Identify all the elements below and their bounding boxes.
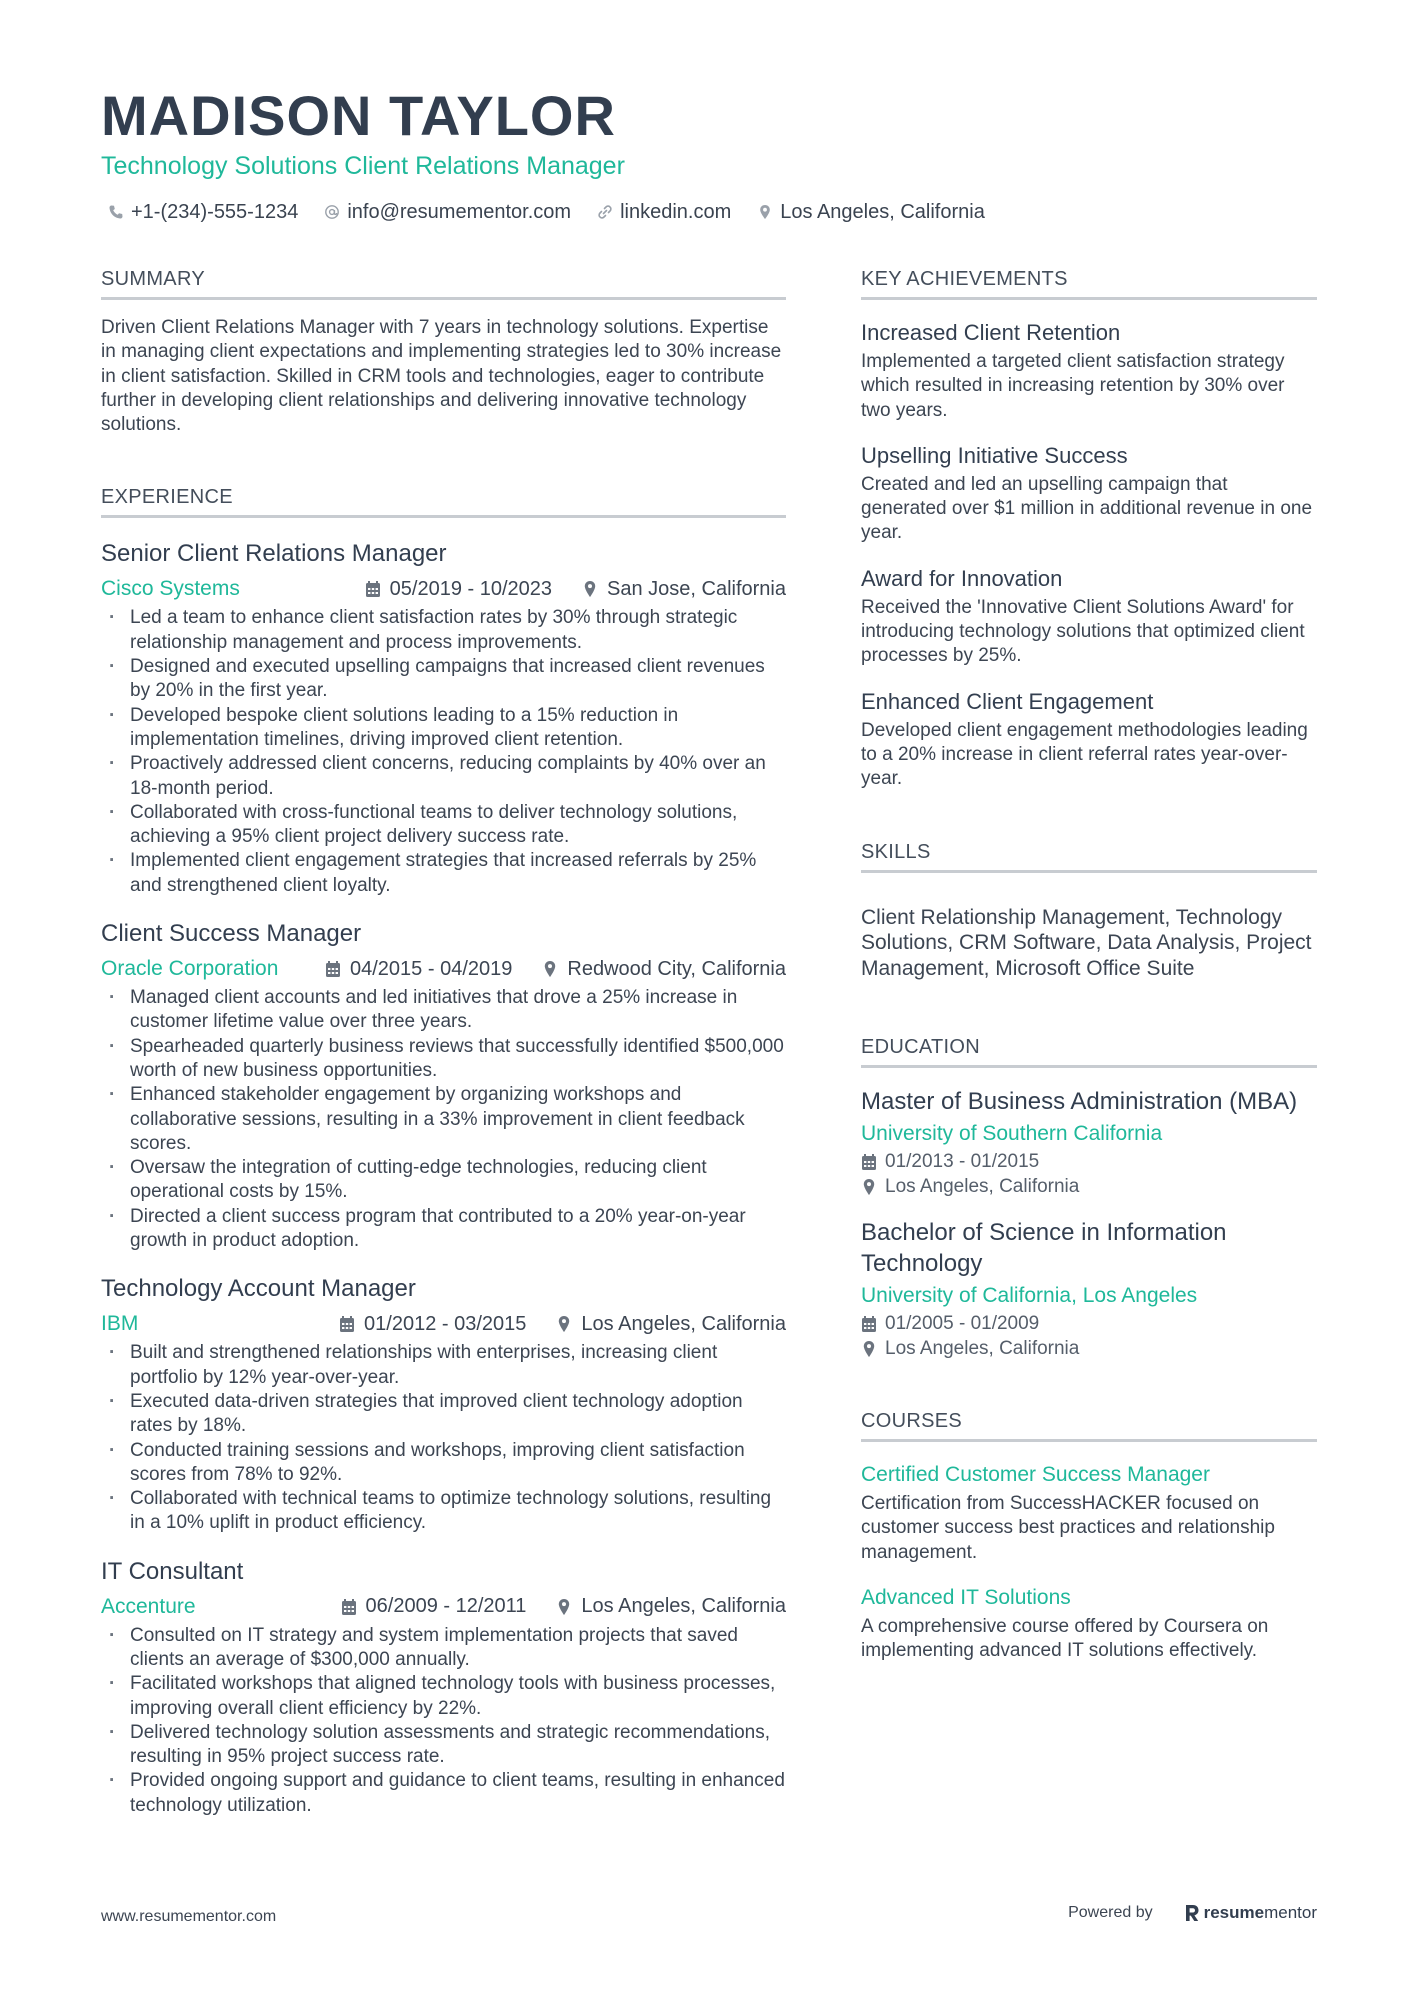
job-bullet: · Provided ongoing support and guidance to client teams, resulting in enhanced technology utilization. [101,1769,786,1818]
location-icon [582,580,598,598]
achievement-title: Increased Client Retention [861,320,1121,345]
education-location [861,1174,1317,1199]
job-bullet: · Implemented client engagement strategies that increased referrals by 25% and strengthened client loyalty. [101,849,786,898]
location-icon [556,1598,572,1616]
job-bullet: · Designed and executed upselling campaigns that increased client revenues by 20% in the first year. [101,655,786,704]
company-name: IBM [101,1312,139,1336]
achievement-desc: Created and led an upselling campaign that generated over $1 million in additional revenue in one year. [861,473,1313,544]
job-dates [365,578,552,601]
course-desc: Certification from SuccessHACKER focused on customer success best practices and relationship management. [861,1493,1275,1563]
candidate-role: Technology Solutions Client Relations Manager [101,152,625,180]
courses-heading: COURSES [861,1407,1317,1442]
achievement-desc: Received the 'Innovative Client Solutions Award' for introducing technology solutions that optimized client processes by 25%. [861,596,1305,667]
contact-location [757,198,985,226]
job-dates-text: 06/2009 - 12/2011 [365,1595,527,1618]
location-icon [542,960,558,978]
calendar-icon [341,1598,357,1616]
job-bullet: · Facilitated workshops that aligned technology tools with business processes, improving overall client efficiency by 22%. [101,1672,786,1721]
education-school: University of California, Los Angeles [861,1284,1198,1308]
job-meta [101,954,786,984]
job-bullets [101,1624,786,1818]
left-column [101,265,786,1818]
powered-by-label: Powered by [1068,1904,1153,1921]
job-entry [101,1273,786,1535]
job-entry [101,918,786,1253]
education-dates-text: 01/2013 - 01/2015 [885,1151,1040,1173]
job-title: Client Success Manager [101,920,362,948]
location-icon [861,1178,877,1196]
job-location [556,1595,786,1618]
job-bullets [101,1341,786,1535]
job-meta [101,1592,786,1622]
education-degree: Bachelor of Science in Information Technology [861,1219,1227,1278]
job-dates [341,1595,527,1618]
achievement-title: Upselling Initiative Success [861,442,1128,468]
location-icon [757,204,773,220]
location-icon [861,1340,877,1358]
contact-location-text: Los Angeles, California [780,201,985,223]
job-meta [101,1309,786,1339]
education-item [861,1086,1317,1199]
achievement-title: Award for Innovation [861,565,1063,591]
achievement-item [861,687,1317,792]
calendar-icon [861,1315,877,1333]
contact-linkedin[interactable] [597,198,731,226]
summary-text: Driven Client Relations Manager with 7 years in technology solutions. Expertise in managing client expectations and implementing strategies led to 30% increase in client satisfaction. Skilled in CRM tools and technologies, eager to contribute further in developing client relationships and delivering innovative technology solutions. [101,317,782,436]
skills-heading: SKILLS [861,838,1317,873]
job-bullet: · Built and strengthened relationships with enterprises, increasing client portfolio by 12% year-over-year. [101,1341,786,1390]
job-bullet: · Collaborated with cross-functional teams to deliver technology solutions, achieving a 95% client project delivery success rate. [101,801,786,850]
job-location-text: Redwood City, California [567,957,786,980]
job-entry [101,1556,786,1818]
company-name: Cisco Systems [101,577,240,601]
job-bullet: · Led a team to enhance client satisfaction rates by 30% through strategic relationship management and process improvements. [101,606,786,655]
job-bullet: · Managed client accounts and led initiatives that drove a 25% increase in customer lifetime value over three years. [101,986,786,1035]
candidate-name: MADISON TAYLOR [101,84,616,147]
phone-icon [108,204,124,220]
summary-heading: SUMMARY [101,265,786,300]
education-location [861,1336,1317,1361]
job-location-text: San Jose, California [607,577,786,600]
education-school: University of Southern California [861,1122,1163,1146]
job-dates [325,958,512,981]
job-bullet: · Spearheaded quarterly business reviews that successfully identified $500,000 worth of new business opportunities. [101,1035,786,1084]
contact-bar [108,198,1011,226]
brand-name-rest: mentor [1264,1903,1317,1922]
calendar-icon [365,580,381,598]
achievement-item [861,441,1317,546]
education-location-text: Los Angeles, California [885,1338,1080,1360]
job-dates-text: 04/2015 - 04/2019 [350,957,513,980]
job-title: Technology Account Manager [101,1275,416,1303]
contact-linkedin-text: linkedin.com [620,201,732,223]
course-item [861,1460,1317,1565]
education-dates [861,1311,1317,1336]
calendar-icon [339,1315,355,1333]
achievement-desc: Implemented a targeted client satisfaction strategy which resulted in increasing retention by 30% over two years. [861,351,1285,421]
course-desc: A comprehensive course offered by Coursera on implementing advanced IT solutions effectively. [861,1615,1269,1662]
job-meta [101,574,786,604]
footer-powered [1068,1903,1317,1923]
job-bullet: · Conducted training sessions and workshops, improving client satisfaction scores from 78% to 92%. [101,1439,786,1488]
link-icon [597,204,613,220]
education-heading: EDUCATION [861,1033,1317,1068]
education-degree: Master of Business Administration (MBA) [861,1088,1298,1116]
achievements-heading: KEY ACHIEVEMENTS [861,265,1317,300]
contact-email-text: info@resumementor.com [347,201,572,223]
brand-mark-icon [1184,1903,1200,1923]
calendar-icon [325,960,341,978]
course-item [861,1583,1317,1664]
job-bullets [101,606,786,898]
company-name: Oracle Corporation [101,957,279,981]
footer-website[interactable]: www.resumementor.com [101,1908,277,1925]
job-location-text: Los Angeles, California [581,1312,786,1335]
achievement-title: Enhanced Client Engagement [861,688,1154,714]
job-bullets [101,986,786,1253]
job-bullet: · Delivered technology solution assessments and strategic recommendations, resulting in 95% project success rate. [101,1721,786,1770]
job-location [556,1313,786,1336]
company-name: Accenture [101,1594,196,1618]
contact-phone-text: +1-(234)-555-1234 [131,201,299,223]
job-bullet: · Directed a client success program that contributed to a 20% year-on-year growth in product adoption. [101,1205,786,1254]
job-location [542,958,786,981]
job-title: Senior Client Relations Manager [101,540,447,568]
achievement-desc: Developed client engagement methodologies leading to a 20% increase in client referral rates year-over-year. [861,719,1308,790]
job-bullet: · Developed bespoke client solutions leading to a 15% reduction in implementation timelines, driving improved client retention. [101,704,786,753]
job-dates-text: 01/2012 - 03/2015 [364,1312,527,1335]
calendar-icon [861,1153,877,1171]
achievement-item [861,318,1317,423]
education-item [861,1217,1317,1361]
job-bullet: · Executed data-driven strategies that improved client technology adoption rates by 18%. [101,1390,786,1439]
contact-phone[interactable] [108,198,298,226]
experience-heading: EXPERIENCE [101,483,786,518]
job-entry [101,538,786,898]
education-location-text: Los Angeles, California [885,1176,1080,1198]
achievement-item [861,564,1317,669]
education-dates-text: 01/2005 - 01/2009 [885,1313,1040,1335]
job-dates-text: 05/2019 - 10/2023 [389,577,553,600]
at-icon [324,204,340,220]
job-bullet: · Consulted on IT strategy and system implementation projects that saved clients an average of $300,000 annually. [101,1624,786,1673]
job-bullet: · Collaborated with technical teams to optimize technology solutions, resulting in a 10% uplift in product efficiency. [101,1487,786,1536]
job-bullet: · Enhanced stakeholder engagement by organizing workshops and collaborative sessions, resulting in a 33% improvement in client feedback scores. [101,1083,786,1156]
brand-logo[interactable] [1184,1903,1317,1923]
brand-name-bold: resume [1203,1903,1265,1922]
job-title: IT Consultant [101,1557,244,1585]
job-bullet: · Proactively addressed client concerns, reducing complaints by 40% over an 18-month period. [101,752,786,801]
skills-text: Client Relationship Management, Technology Solutions, CRM Software, Data Analysis, Project Management, Microsoft Office Suite [861,905,1312,980]
course-title: Advanced IT Solutions [861,1585,1071,1609]
job-location [582,578,786,601]
job-location-text: Los Angeles, California [581,1595,786,1618]
job-dates [339,1313,526,1336]
right-column [861,265,1317,1664]
location-icon [556,1315,572,1333]
contact-email[interactable] [324,198,571,226]
education-dates [861,1149,1317,1174]
course-title: Certified Customer Success Manager [861,1463,1210,1487]
job-bullet: · Oversaw the integration of cutting-edge technologies, reducing client operational costs by 15%. [101,1156,786,1205]
